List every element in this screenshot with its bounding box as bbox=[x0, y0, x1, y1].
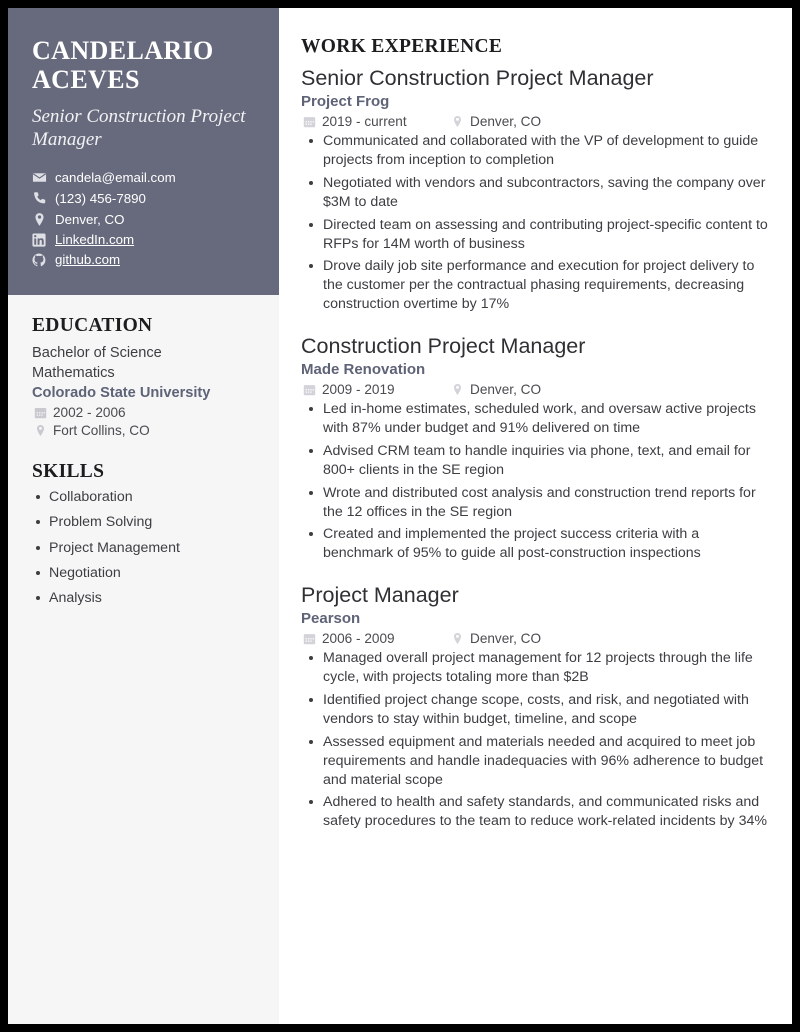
contact-phone-text: (123) 456-7890 bbox=[55, 190, 146, 206]
job-entry bbox=[301, 334, 770, 563]
list-item: Project Management bbox=[32, 541, 255, 555]
education-degree-line1: Bachelor of Science bbox=[32, 344, 162, 361]
job-location-row bbox=[449, 115, 541, 129]
list-item: Collaboration bbox=[32, 490, 255, 504]
work-experience-heading: WORK EXPERIENCE bbox=[301, 36, 503, 57]
job-meta bbox=[301, 115, 770, 129]
list-item: Created and implemented the project success criteria with a benchmark of 95% to guide all post-construction inspections bbox=[301, 525, 770, 563]
skills-heading: SKILLS bbox=[32, 461, 105, 483]
list-item: Advised CRM team to handle inquiries via phone, text, and email for 800+ clients in the SE region bbox=[301, 442, 770, 480]
education-school: Colorado State University bbox=[32, 385, 211, 402]
contact-linkedin[interactable] bbox=[32, 233, 255, 247]
calendar-icon bbox=[32, 406, 48, 419]
contact-linkedin-text[interactable]: LinkedIn.com bbox=[55, 232, 135, 248]
job-company: Made Renovation bbox=[301, 360, 426, 378]
job-dates: 2006 - 2009 bbox=[322, 630, 395, 646]
education-dates: 2002 - 2006 bbox=[53, 404, 126, 420]
job-company: Pearson bbox=[301, 609, 361, 627]
job-company: Project Frog bbox=[301, 92, 390, 110]
job-location-row bbox=[449, 383, 541, 397]
job-entry bbox=[301, 66, 770, 314]
education-degree-line2: Mathematics bbox=[32, 364, 115, 381]
job-bullets bbox=[301, 649, 770, 831]
job-title: Senior Construction Project Manager bbox=[301, 66, 654, 90]
education-location: Fort Collins, CO bbox=[53, 422, 150, 438]
contact-phone bbox=[32, 191, 255, 206]
list-item: Drove daily job site performance and execution for project delivery to the customer per the contractual phasing requirements, decreasing construction overtime by 17% bbox=[301, 257, 770, 314]
list-item: Adhered to health and safety standards, and communicated risks and safety procedures to the team to reduce work-related incidents by 34% bbox=[301, 793, 770, 831]
contact-github[interactable] bbox=[32, 253, 255, 267]
skills-list bbox=[32, 490, 255, 605]
list-item: Negotiation bbox=[32, 566, 255, 580]
list-item: Communicated and collaborated with the VP of development to guide projects from inception to completion bbox=[301, 132, 770, 170]
job-bullets bbox=[301, 400, 770, 563]
job-entry bbox=[301, 583, 770, 831]
list-item: Assessed equipment and materials needed and acquired to meet job requirements and handle inadequacies with 96% adherence to budget and material scope bbox=[301, 733, 770, 790]
sidebar-body bbox=[8, 295, 279, 1024]
resume-page bbox=[8, 8, 792, 1024]
main-content bbox=[279, 8, 792, 1024]
job-dates: 2009 - 2019 bbox=[322, 381, 395, 397]
contact-location bbox=[32, 212, 255, 227]
list-item: Directed team on assessing and contributing project-specific content to RFPs for 14M worth of business bbox=[301, 216, 770, 254]
contact-location-text: Denver, CO bbox=[55, 211, 125, 227]
calendar-icon bbox=[301, 632, 317, 645]
sidebar bbox=[8, 8, 279, 1024]
list-item: Led in-home estimates, scheduled work, and oversaw active projects with 87% under budget and 91% delivered on time bbox=[301, 400, 770, 438]
contact-github-text[interactable]: github.com bbox=[55, 252, 121, 268]
education-heading: EDUCATION bbox=[32, 314, 153, 336]
calendar-icon bbox=[301, 115, 317, 128]
list-item: Analysis bbox=[32, 591, 255, 605]
education-section bbox=[32, 315, 255, 437]
contact-email bbox=[32, 170, 255, 185]
job-location: Denver, CO bbox=[470, 113, 542, 129]
education-dates-row bbox=[32, 406, 255, 420]
job-bullets bbox=[301, 132, 770, 314]
contact-list bbox=[32, 170, 255, 267]
job-title: Project Manager bbox=[301, 583, 459, 608]
contact-email-text: candela@email.com bbox=[55, 169, 176, 185]
envelope-icon bbox=[32, 170, 49, 185]
job-meta bbox=[301, 632, 770, 646]
location-pin-icon bbox=[449, 383, 465, 396]
list-item: Problem Solving bbox=[32, 515, 255, 529]
job-location: Denver, CO bbox=[470, 381, 542, 397]
job-location: Denver, CO bbox=[470, 630, 542, 646]
job-dates: 2019 - current bbox=[322, 113, 407, 129]
job-dates-row bbox=[301, 383, 449, 397]
location-pin-icon bbox=[32, 212, 49, 227]
github-icon bbox=[32, 253, 49, 267]
sidebar-header bbox=[8, 8, 279, 295]
list-item: Managed overall project management for 12 projects through the life cycle, with projects totaling more than $2B bbox=[301, 649, 770, 687]
list-item: Identified project change scope, costs, and risk, and negotiated with vendors to stay within budget, timeline, and scope bbox=[301, 691, 770, 729]
calendar-icon bbox=[301, 383, 317, 396]
job-location-row bbox=[449, 632, 541, 646]
page-title: CANDELARIO ACEVES bbox=[32, 36, 214, 95]
list-item: Negotiated with vendors and subcontractors, saving the company over $3M to date bbox=[301, 174, 770, 212]
job-meta bbox=[301, 383, 770, 397]
phone-icon bbox=[32, 191, 49, 206]
list-item: Wrote and distributed cost analysis and construction trend reports for the 12 offices in the SE region bbox=[301, 484, 770, 522]
location-pin-icon bbox=[449, 115, 465, 128]
job-dates-row bbox=[301, 115, 449, 129]
education-location-row bbox=[32, 424, 255, 438]
location-pin-icon bbox=[449, 632, 465, 645]
linkedin-icon bbox=[32, 233, 49, 247]
job-dates-row bbox=[301, 632, 449, 646]
location-pin-icon bbox=[32, 424, 48, 437]
job-title: Construction Project Manager bbox=[301, 334, 586, 359]
skills-section bbox=[32, 461, 255, 605]
professional-headline: Senior Construction Project Manager bbox=[32, 105, 246, 151]
